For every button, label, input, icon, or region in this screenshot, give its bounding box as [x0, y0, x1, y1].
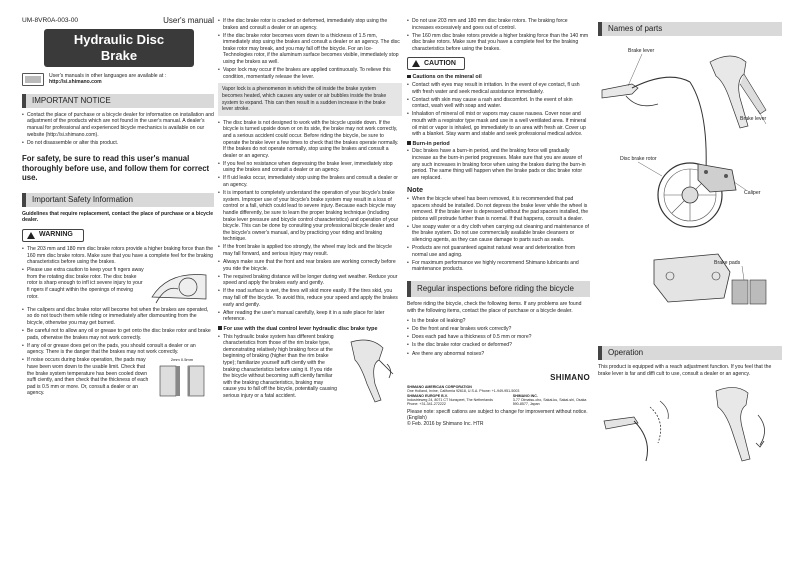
rotor-finger-illustration [148, 267, 210, 305]
dual-control-heading: For use with the dual control lever hydraulic disc brake type [218, 326, 402, 333]
dual-control-list [218, 334, 338, 404]
list-item: • If the front brake is applied too strongly, the wheel may lock and the bicycle may fall forward, and serious injury may result. [218, 244, 402, 257]
footer-addresses: SHIMANO AMERICAN CORPORATION One Holland, Irvine, California 92618, U.S.A. Phone: +1-949-951-5003 SHIMANO EUROPE B.V. Industrieweg 24, 8071 CT Nunspeet, The Netherlands Phone: +31-341-272222 SHIMANO INC. 3-77 Oimatsu-cho, Sakai-ku, Sakai-shi, Osaka 590-8577, Japan [407, 384, 587, 407]
title-line-1: Hydraulic Disc [73, 31, 165, 47]
list-item: • If fl uid leaks occur, immediately stop using the brakes and consult a dealer or an agency. [218, 175, 402, 188]
rotor-warnings [407, 18, 590, 52]
title-box [44, 29, 194, 67]
list-item: • Do the front and rear brakes work correctly? [407, 326, 590, 333]
note-list [407, 196, 590, 273]
list-item: • Inhalation of mineral oil mist or vapors may cause nausea. Cover nose and mouth with a respirator type mask and use in a well ventilated area. If mineral oil mist or vapor is inhaled, go immediately to an area with fresh air. Cover up with a blanket. Stay warm and stable and seek professional medical advice. [407, 111, 590, 137]
warning-list-continued [218, 18, 402, 80]
column-1 [22, 18, 214, 403]
list-item: • For maximum performance we highly recommend Shimano lubricants and maintenance products. [407, 260, 590, 273]
operation-illustration [598, 381, 782, 471]
safety-statement: For safety, be sure to read this user's manual thoroughly before use, and follow them for correct use. [22, 154, 210, 183]
dual-control-section [218, 334, 402, 404]
brand-logo: SHIMANO [550, 373, 590, 383]
safety-guideline: Guidelines that require replacement, contact the place of purchase or a bicycle dealer. [22, 210, 214, 224]
list-item: • Always make sure that the front and rear brakes are working correctly before you ride the bicycle. [218, 259, 402, 272]
mineral-oil-list [407, 82, 590, 138]
label-brake-lever-road: Brake lever [740, 116, 767, 122]
computer-icon [22, 73, 44, 86]
burn-in-heading: Burn-in period [407, 141, 590, 148]
list-item: • Please use extra caution to keep your fi ngers away from the rotating disc brake rotor. The disc brake rotor is sharp enough to infl ict severe injury to your fi ngers if caught within the openings of moving rotor. [22, 267, 214, 305]
column-4 [598, 18, 782, 471]
list-item: • If noise occurs during brake operation, the pads may have been worn down to the usable limit. Check that the brake system temperature has been cooled down suffi ciently, and then check that the thickness of each pad is 0.5 mm or more. Or, consult a dealer or an agency. 2mm 0.5mm [22, 357, 214, 402]
list-item: • If any oil or grease does get on the pads, you should consult a dealer or an agency. There is the danger that the brakes may not work correctly. [22, 343, 214, 356]
safety-heading: Important Safety Information [22, 193, 214, 207]
operation-heading: Operation [598, 346, 782, 360]
list-item: • Is the brake oil leaking? [407, 318, 590, 325]
warning-list-b [218, 120, 402, 323]
copyright: © Feb. 2016 by Shimano Inc. HTR [407, 420, 484, 427]
list-item: • This hydraulic brake system has different braking characteristics from those of the rim brake type, demonstrating relatively high braking force at the beginning of braking (higher than the rim brake type); familiarize yourself suffi ciently with the braking characteristics before using it. If you ride the bicycle without becoming suffi ciently familiar with the braking characteristics, braking may cause you to fall off the bicycle, potentially causing serious injury or a fatal accident. [218, 334, 338, 400]
list-item: • When the bicycle wheel has been removed, it is recommended that pad spacers should be installed. Do not depress the brake lever while the wheel is removed. If the brake lever is depressed without the pad spacers installed, the pistons will protrude further than is normal. If that happens, consult a dealer. [407, 196, 590, 222]
list-item: • It is important to completely understand the operation of your bicycle's brake system. Improper use of your bicycle's brake system may result in a loss of control or a fall, which could lead to severe injury. Because each bicycle may handle differently, be sure to learn the proper braking technique (including brake lever pressure and bicycle control characteristics) and operation of your bicycle. This can be done by consulting your professional bicycle dealer and the bicycle's owner's manual, and by practicing your riding and braking technique. [218, 190, 402, 243]
warning-label: WARNING [22, 229, 84, 242]
label-brake-pads: Brake pads [714, 260, 741, 266]
inspections-heading: Regular inspections before riding the bicycle [407, 281, 590, 297]
important-notice-heading: IMPORTANT NOTICE [22, 94, 214, 108]
list-item: • Do not disassemble or alter this product. [22, 140, 214, 147]
caution-icon [412, 60, 420, 67]
list-item: • Vapor lock may occur if the brakes are applied continuously. To relieve this condition, momentarily release the lever. [218, 67, 402, 80]
column-2 [218, 18, 402, 404]
list-item: • The required braking distance will be longer during wet weather. Reduce your speed and apply the brakes early and gently. [218, 274, 402, 287]
inspections-list [407, 318, 590, 357]
vapor-lock-note: Vapor lock is a phenomenon in which the oil inside the brake system becomes heated, which causes any water or air bubbles inside the brake system to expand. This can then result in a sudden increase in the brake lever stroke. [218, 83, 402, 115]
list-item: • Do not use 203 mm and 180 mm disc brake rotors. The braking force increases excessively and goes out of control. [407, 18, 590, 31]
operation-text: This product is equipped with a reach adjustment function. If you feel that the brake lever is far and diffi cult to use, consult a dealer or an agency. [598, 364, 772, 377]
inspections-intro: Before riding the bicycle, check the following items. If any problems are found with the following items, contact the place of purchase or a bicycle dealer. [407, 301, 582, 314]
list-item: • If the disc brake rotor becomes worn down to a thickness of 1.5 mm, immediately stop using the brakes and consult a dealer or an agency. The disc brake rotor may break, and you may fall off the bicycle. For an Ice-Technologies rotor, if the aluminum surface becomes visible, immediately stop using the brakes as well. [218, 33, 402, 66]
list-item: • The 203 mm and 180 mm disc brake rotors provide a higher braking force than the 160 mm disc brake rotors. Make sure that you have a complete feel for the braking characteristics before using the brakes. [22, 246, 214, 266]
pad-thickness-illustration: 2mm 0.5mm [154, 357, 210, 402]
list-item: • Products are not guaranteed against natural wear and deterioration from normal use and aging. [407, 245, 590, 258]
list-item: • The disc brake is not designed to work with the bicycle upside down. If the bicycle is turned upside down or on its side, the brake may not work correctly, and a serious accident could occur. Before riding the bicycle, be sure to operate the brake lever a few times to check that the brakes operate normally. If the brakes do not operate normally, stop using the brakes and consult a dealer or an agency. [218, 120, 402, 160]
label-brake-lever-flat: Brake lever [628, 48, 655, 54]
note-heading: Note [407, 185, 423, 195]
burn-in-list [407, 148, 590, 181]
warning-icon [27, 232, 35, 239]
list-item: • Disc brakes have a burn-in period, and the braking force will gradually increase as the burn-in period progresses. Make sure that you are aware of any such increases in braking force when using the brakes during the burn-in period. The same thing will happen when the brake pads or disc brake rotor are replaced. [407, 148, 590, 181]
list-item: • The calipers and disc brake rotor will become hot when the brakes are operated, so do not touch them while riding or immediately after dismounting from the bicycle, otherwise you may get burned. [22, 307, 214, 327]
label-disc-rotor: Disc brake rotor [620, 156, 657, 162]
warning-list [22, 246, 214, 402]
caution-label: CAUTION [407, 57, 465, 70]
dual-control-lever-illustration [341, 334, 401, 404]
list-item: • Does each pad have a thickness of 0.5 mm or more? [407, 334, 590, 341]
parts-diagram [598, 40, 782, 340]
list-item: • Contact the place of purchase or a bicycle dealer for information on installation and adjustment of the products which are not found in the user's manual. A dealer's manual for professional and experienced bicycle mechanics is available on our website (http://si.shimano.com). [22, 112, 214, 138]
list-item: • If you feel no resistance when depressing the brake lever, immediately stop using the brakes and consult a dealer or an agency. [218, 161, 402, 174]
online-manuals [22, 73, 214, 86]
list-item: • Contact with eyes may result in irritation. In the event of eye contact, fl ush with fresh water and seek medical assistance immediately. [407, 82, 590, 95]
online-url[interactable]: http://si.shimano.com [49, 79, 102, 86]
list-item: • Be careful not to allow any oil or grease to get onto the disc brake rotor and brake pads, otherwise the brakes may not work correctly. [22, 328, 214, 341]
footer-note: Please note: specifi cations are subject to change for improvement without notice. (English) [407, 408, 588, 421]
list-item: • If the road surface is wet, the tires will skid more easily. If the tires skid, you may fall off the bicycle. To avoid this, reduce your speed and apply the brakes early and gently. [218, 288, 402, 308]
list-item: • Are there any abnormal noises? [407, 351, 590, 358]
list-item: • The 160 mm disc brake rotors provide a higher braking force than the 140 mm disc brake rotors. Make sure that you have a complete feel for the braking characteristics before using the brakes. [407, 33, 590, 53]
doc-code: UM-8VR0A-003-00 [22, 17, 79, 24]
mineral-oil-heading: Cautions on the mineral oil [407, 74, 590, 81]
list-item: • Use soapy water or a dry cloth when carrying out cleaning and maintenance of the brake system. Do not use commercially available brake cleansers or silencing agents, as they can cause damage to parts such as seals. [407, 224, 590, 244]
important-notice-list [22, 112, 214, 146]
parts-heading: Names of parts [598, 22, 782, 36]
label-caliper: Caliper [744, 190, 761, 196]
doc-type: User's manual [163, 16, 214, 25]
column-3 [407, 18, 590, 427]
list-item: • Contact with skin may cause a rash and discomfort. In the event of skin contact, wash well with soap and water. [407, 97, 590, 110]
list-item: • Is the disc brake rotor cracked or deformed? [407, 342, 590, 349]
online-text: User's manuals in other languages are available at : [49, 72, 167, 79]
title-line-2: Brake [100, 47, 138, 63]
list-item: • If the disc brake rotor is cracked or deformed, immediately stop using the brakes and consult a dealer or an agency. [218, 18, 402, 31]
list-item: • After reading the user's manual carefully, keep it in a safe place for later reference. [218, 310, 402, 323]
header [22, 18, 214, 25]
